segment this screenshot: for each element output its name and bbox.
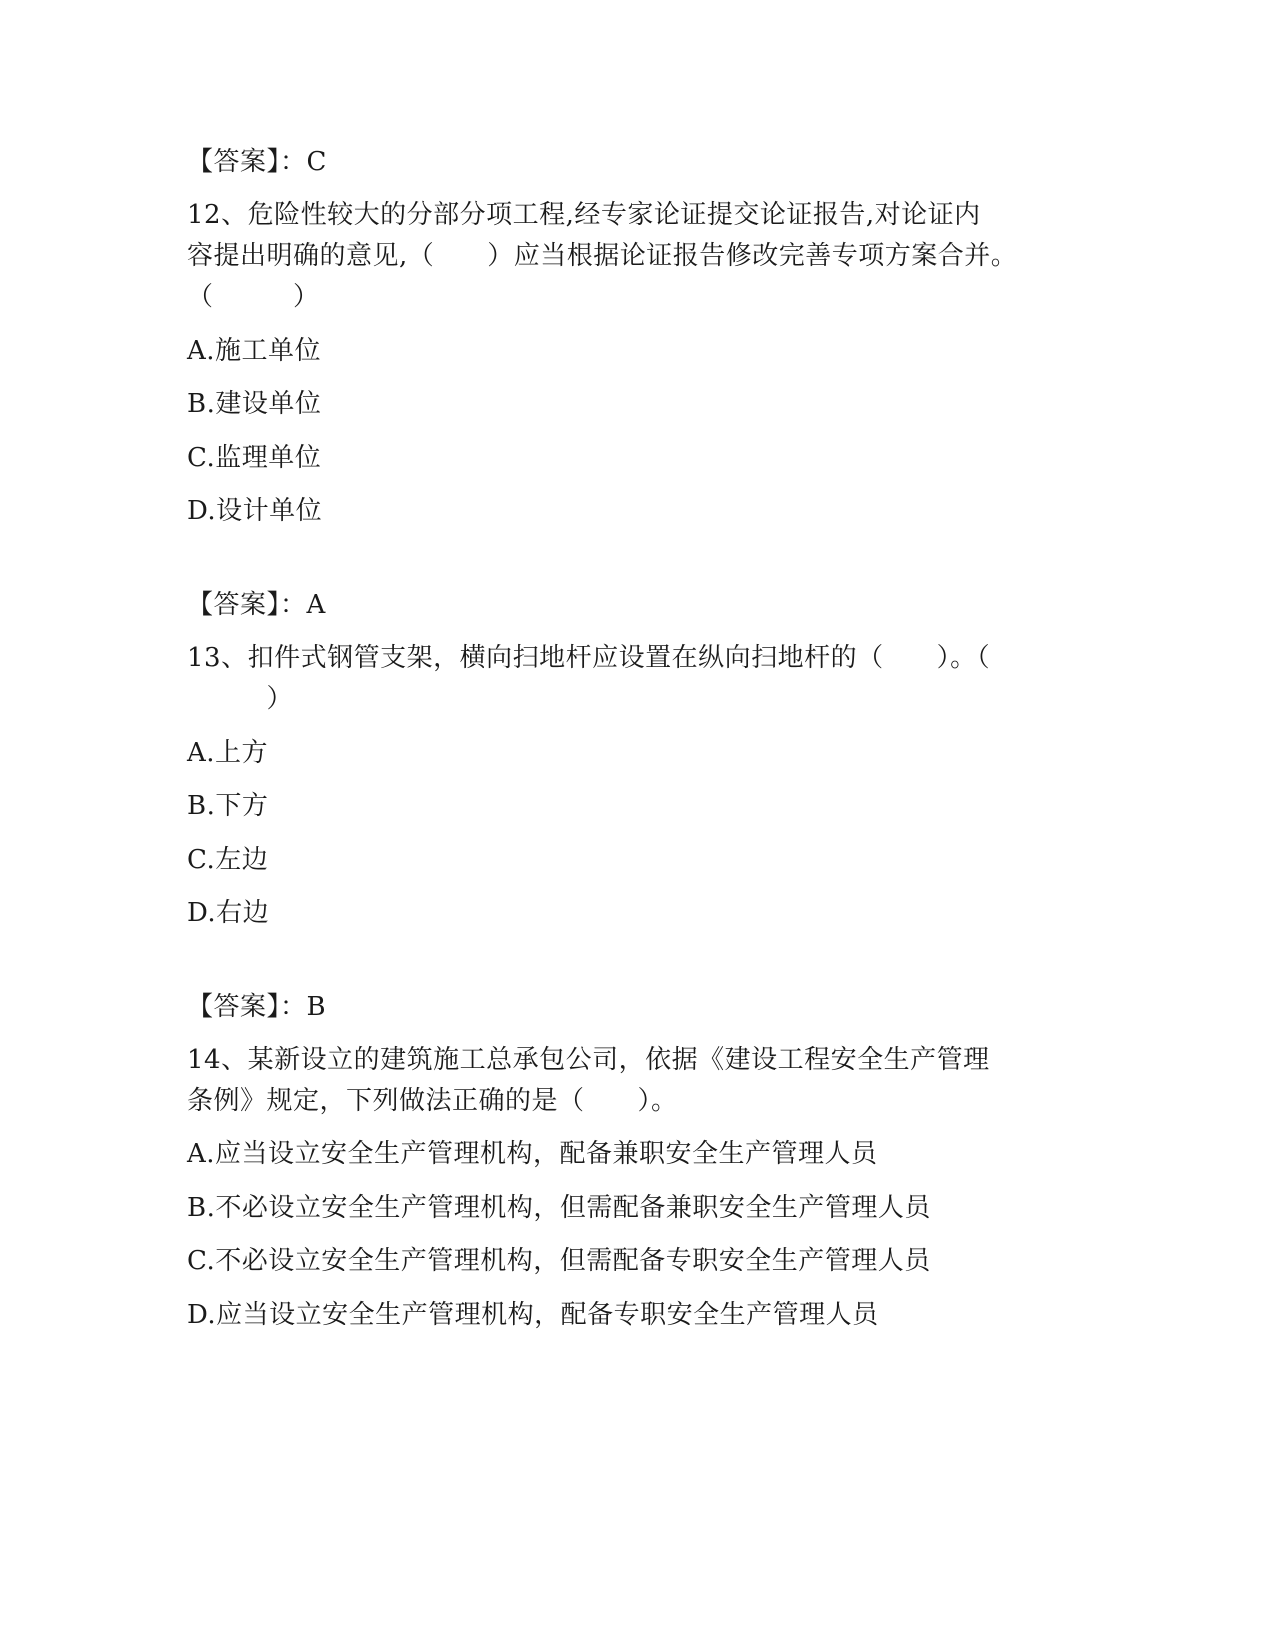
question-13-text-line-2: ） — [187, 684, 294, 714]
question-12-option-c: C.监理单位 — [187, 443, 322, 473]
question-14-option-b: B.不必设立安全生产管理机构，但需配备兼职安全生产管理人员 — [187, 1193, 931, 1223]
question-14-text-line-1: 14、某新设立的建筑施工总承包公司，依据《建设工程安全生产管理 — [187, 1045, 990, 1075]
question-14-text-line-2: 条例》规定，下列做法正确的是（ ）。 — [187, 1086, 678, 1116]
question-14-option-a: A.应当设立安全生产管理机构，配备兼职安全生产管理人员 — [187, 1139, 878, 1169]
question-12-text-line-2: 容提出明确的意见,（ ）应当根据论证报告修改完善专项方案合并。 — [187, 241, 1018, 271]
question-12-option-a: A.施工单位 — [187, 336, 322, 366]
question-13-option-d: D.右边 — [187, 898, 270, 928]
question-14-option-d: D.应当设立安全生产管理机构，配备专职安全生产管理人员 — [187, 1300, 879, 1330]
question-12-text-line-3: （ ） — [187, 282, 320, 312]
question-12-text-line-1: 12、危险性较大的分部分项工程,经专家论证提交论证报告,对论证内 — [187, 200, 981, 230]
answer-q12: 【答案】：A — [187, 590, 326, 620]
question-13-option-b: B.下方 — [187, 791, 269, 821]
answer-q11: 【答案】：C — [187, 147, 327, 177]
answer-q13: 【答案】：B — [187, 992, 327, 1022]
question-13-text-line-1: 13、扣件式钢管支架，横向扫地杆应设置在纵向扫地杆的（ ）。（ — [187, 643, 991, 673]
question-12-option-b: B.建设单位 — [187, 389, 322, 419]
question-12-option-d: D.设计单位 — [187, 496, 323, 526]
question-13-option-a: A.上方 — [187, 738, 269, 768]
question-14-option-c: C.不必设立安全生产管理机构，但需配备专职安全生产管理人员 — [187, 1246, 931, 1276]
question-13-option-c: C.左边 — [187, 845, 269, 875]
